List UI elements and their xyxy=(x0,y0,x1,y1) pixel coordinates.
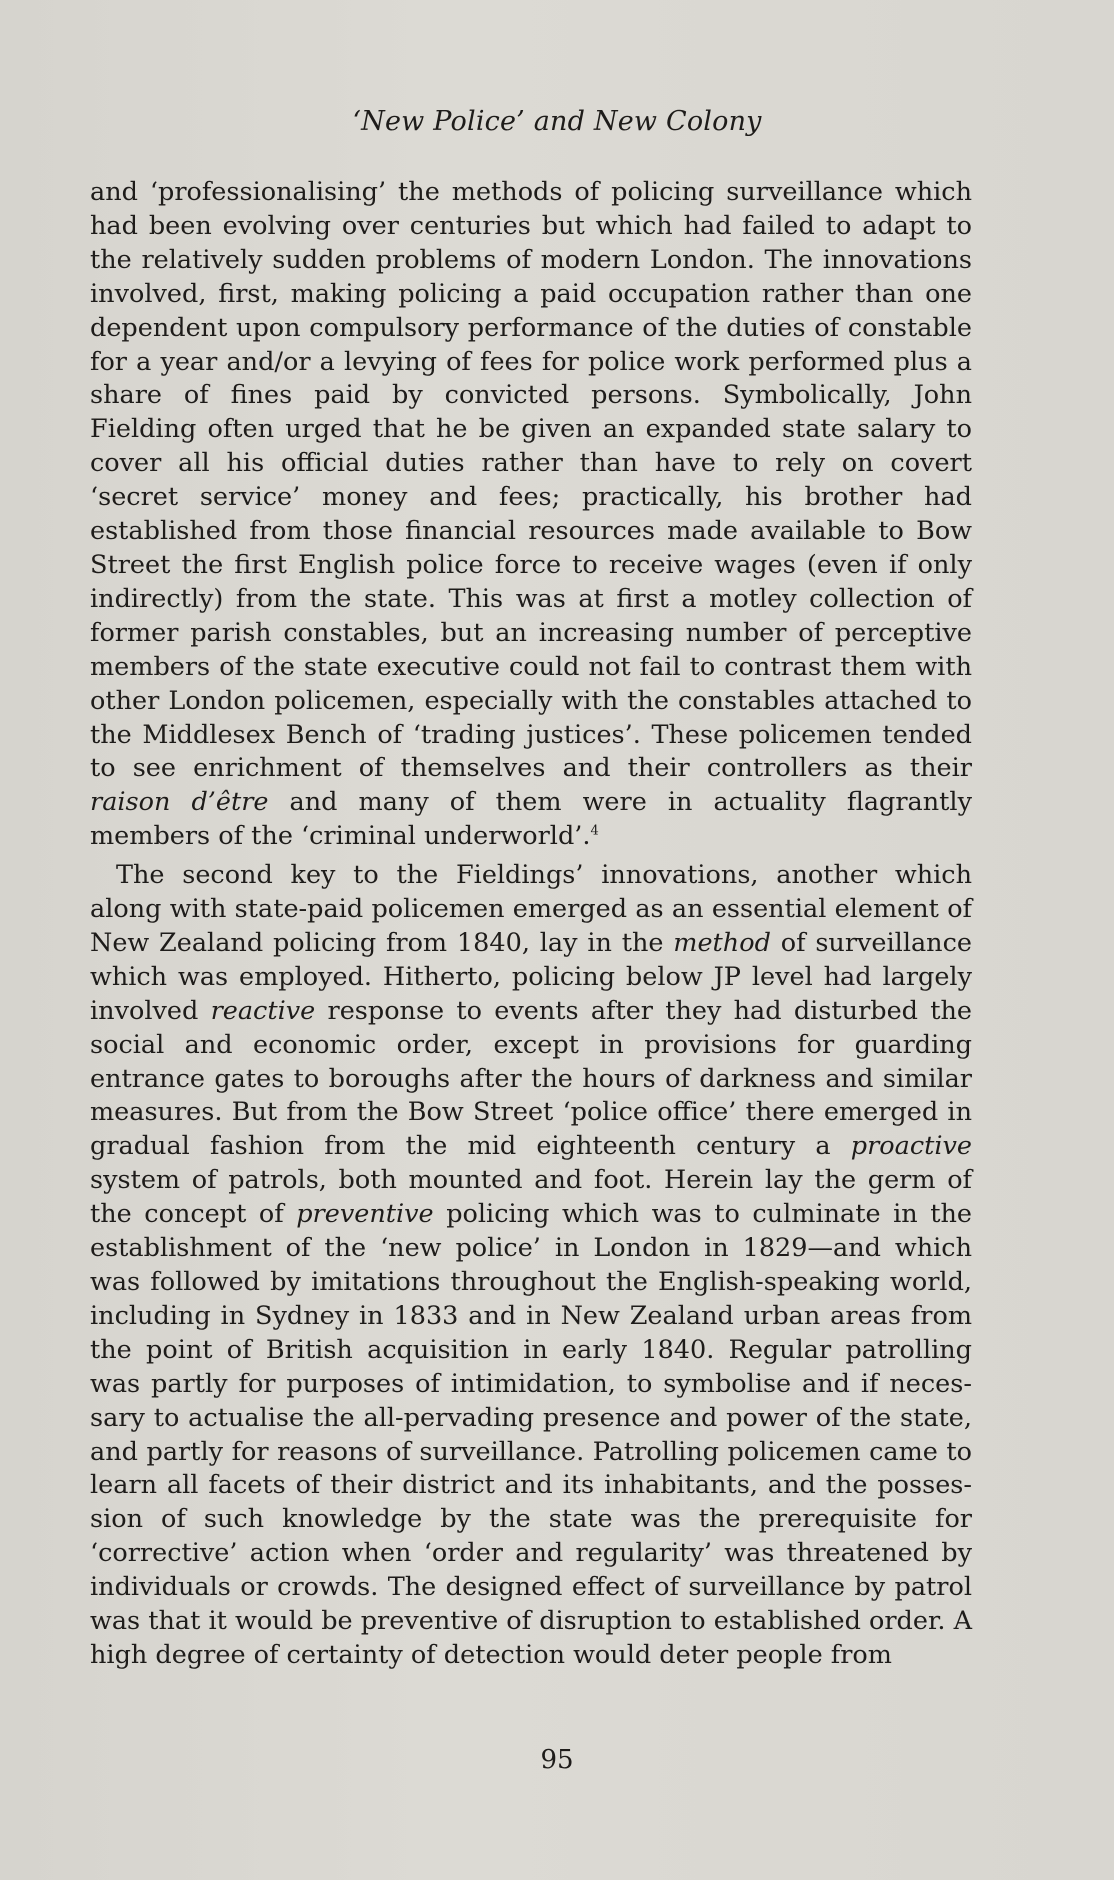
p2-segment-5: policing which was to culminate in the establishment of the ‘new police’ in London in 1829—and which was followed by imitations throughout the English-speaking world, including in Sydney in 1833 and in New Zealand urban areas from the point of British acquisition in early 1840. Regular patrolling was partly for purposes of intimidation, to symbolise and if necessary to actualise the all-pervading presence and power of the state, and partly for reasons of surveillance. Patrolling policemen came to learn all facets of their district and its inhabitants, and the possession of such knowledge by the state was the prerequisite for ‘corrective’ action when ‘order and regularity’ was threatened by individuals or crowds. The designed effect of surveillance by patrol was that it would be preventive of disruption to established order. A high degree of certainty of detection would deter people from xyxy=(90,1199,973,1670)
page-number: 95 xyxy=(540,1745,574,1775)
paragraph-2 xyxy=(90,859,972,1673)
body-text xyxy=(90,176,972,1673)
p2-segment-4: system of patrols, both mounted and foot. Herein lay the germ of the concept of xyxy=(90,1165,972,1230)
italic-proactive: proactive xyxy=(850,1131,972,1162)
paragraph-1 xyxy=(90,176,972,854)
footnote-ref: 4 xyxy=(590,823,599,839)
p2-segment-2: of surveillance which was employed. Hitherto, policing below JP level had largely involved xyxy=(90,927,972,1026)
p2-segment-1: The second key to the Fieldings’ innovations, another which along with state-paid policemen emerged as an essential element of New Zealand policing from 1840, lay in the xyxy=(90,860,972,958)
italic-reactive: reactive xyxy=(210,995,316,1026)
paragraph-1-tail: and many of them were in actuality flagrantly members of the ‘criminal underworld’. xyxy=(90,787,972,852)
p2-segment-3: response to events after they had disturbed the social and economic order, except in provisions for guarding entrance gates to boroughs after the hours of darkness and similar measures. But from the Bow Street ‘police office’ there emerged in gradual fashion from the mid eighteenth century a xyxy=(90,995,972,1162)
running-head: ‘New Police’ and New Colony xyxy=(352,106,762,137)
italic-raison-detre: raison d’être xyxy=(90,787,269,818)
paragraph-1-text: and ‘professionalising’ the methods of policing surveillance which had been evolving over centuries but which had failed to adapt to the relatively sudden problems of modern London. The innovations involved, first, making policing a paid occupation rather than one dependent upon compulsory performance of the duties of constable for a year and/or a levying of fees for police work performed plus a share of fines paid by convicted persons. Symbolically, John Fielding often urged that he be given an expanded state salary to cover all his official duties rather than have to rely on covert ‘secret service’ money and fees; practically, his brother had established from those financial resources made available to Bow Street the first English police force to receive wages (even if only indirectly) from the state. This was at first a motley collection of former parish constables, but an increasing number of perceptive members of the state executive could not fail to contrast them with other London policemen, especially with the constables attached to the Middlesex Bench of ‘trading justices’. These policemen tended to see enrichment of themselves and their controllers as their xyxy=(90,177,972,784)
italic-preventive: preventive xyxy=(296,1199,434,1230)
italic-method: method xyxy=(673,927,771,958)
